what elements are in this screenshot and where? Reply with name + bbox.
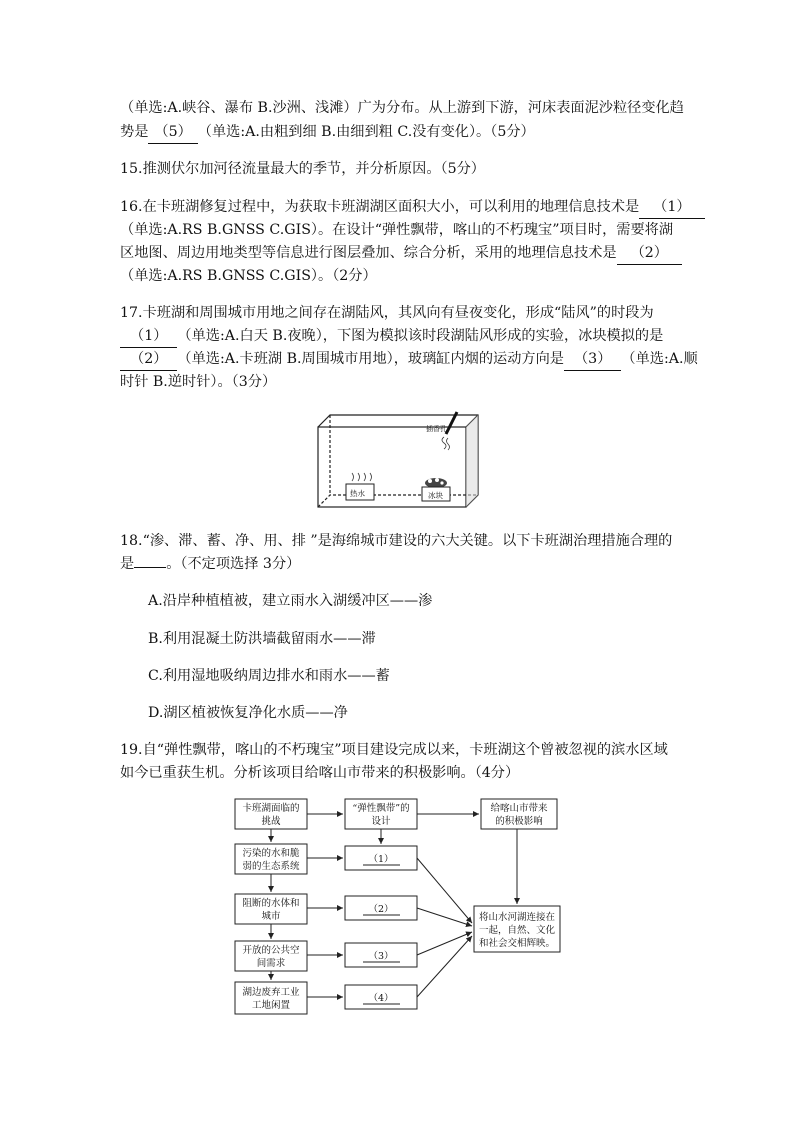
- ice-label: 冰块: [428, 491, 443, 500]
- design-label-1: “弹性飘带”的: [352, 803, 410, 814]
- result-label-2: 一起，自然、文化: [478, 925, 556, 936]
- option-a[interactable]: A.沿岸种植植被，建立雨水入湖缓冲区——渗: [148, 593, 433, 609]
- lake-land-breeze-experiment-figure: [300, 405, 500, 517]
- design-blank-2[interactable]: （2）: [368, 904, 394, 915]
- result-label-1: 将山水河湖连接在: [478, 912, 556, 923]
- option-b[interactable]: B.利用混凝土防洪墙截留雨水——滞: [148, 631, 376, 647]
- q19-line-1: 19.自“弹性飘带，喀山的不朽瑰宝”项目建设完成以来，卡班湖这个曾被忽视的滨水区域: [120, 742, 668, 758]
- question-15: 15.推测伏尔加河径流量最大的季节，并分析原因。（5分）: [120, 161, 485, 177]
- impact-label-2: 的积极影响: [495, 816, 543, 827]
- answer-blank-1[interactable]: （1）: [639, 196, 704, 219]
- q17-line-1: 17.卡班湖和周围城市用地之间存在湖陆风，其风向有昼夜变化，形成“陆风”的时段为: [120, 305, 654, 321]
- q17-line-4: 时针 B.逆时针）。（3分）: [120, 374, 277, 390]
- answer-blank-2[interactable]: （2）: [120, 348, 177, 371]
- result-label-3: 和社会交相辉映。: [478, 938, 556, 949]
- q19-line-2: 如今已重获生机。分析该项目给喀山市带来的积极影响。（4分）: [120, 765, 520, 781]
- q18-line-2: 是 。（不定项选择 3分）: [120, 556, 301, 572]
- challenge-label-2: 挑战: [261, 816, 281, 827]
- q14-line-1: （单选:A.峡谷、瀑布 B.沙洲、浅滩）广为分布。从上游到下游，河床表面泥沙粒径变化趋: [120, 100, 684, 116]
- q17-line-3: （2） （单选:A.卡班湖 B.周围城市用地），玻璃缸内烟的运动方向是 （3） （单选:A.顺: [120, 348, 698, 371]
- q14-line-2: 势是 （5） （单选:A.由粗到细 B.由细到粗 C.没有变化）。（5分）: [120, 121, 535, 144]
- item-4-label-1: 湖边废弃工业: [242, 987, 300, 998]
- item-3-label-2: 间需求: [256, 958, 286, 969]
- option-c[interactable]: C.利用湿地吸纳周边排水和雨水——蓄: [148, 668, 390, 684]
- design-blank-4[interactable]: （4）: [368, 993, 394, 1004]
- design-label-2: 设计: [371, 816, 391, 827]
- challenge-label-1: 卡班湖面临的: [242, 803, 300, 814]
- impact-label-1: 给喀山市带来: [490, 803, 548, 814]
- item-4-label-2: 工地闲置: [251, 1000, 291, 1011]
- q16-line-3: 区地图、周边用地类型等信息进行图层叠加、综合分析，采用的地理信息技术是 （2）: [120, 242, 682, 265]
- design-blank-3[interactable]: （3）: [368, 951, 394, 962]
- project-impact-flowchart: [228, 795, 578, 1023]
- item-1-label-2: 弱的生态系统: [242, 861, 300, 872]
- q17-line-2: （1） （单选:A.白天 B.夜晚），下图为模拟该时段湖陆风形成的实验，冰块模拟的是: [120, 325, 663, 348]
- answer-blank-2[interactable]: （2）: [617, 242, 682, 265]
- q16-line-2: （单选:A.RS B.GNSS C.GIS）。在设计“弹性飘带，喀山的不朽瑰宝”项目时，需要将湖: [120, 222, 674, 238]
- design-blank-1[interactable]: （1）: [368, 854, 394, 865]
- q16-line-1: 16.在卡班湖修复过程中，为获取卡班湖湖区面积大小，可以利用的地理信息技术是 （1）: [120, 196, 705, 219]
- incense-hole-label: 插香孔: [426, 425, 447, 433]
- tank-right-face: [466, 415, 478, 507]
- item-1-label-1: 污染的水和脆: [242, 848, 300, 859]
- item-2-label-2: 城市: [261, 911, 281, 922]
- answer-blank[interactable]: [134, 567, 166, 568]
- answer-blank-3[interactable]: （3）: [564, 348, 621, 371]
- glass-tank: [318, 415, 478, 507]
- item-3-label-1: 开放的公共空: [242, 945, 300, 956]
- answer-blank-5[interactable]: （5）: [148, 121, 197, 144]
- answer-blank-1[interactable]: （1）: [120, 325, 177, 348]
- option-d[interactable]: D.湖区植被恢复净化水质——净: [148, 705, 348, 721]
- item-2-label-1: 阻断的水体和: [242, 898, 300, 909]
- q16-line-4: （单选:A.RS B.GNSS C.GIS）。（2分）: [120, 268, 377, 284]
- hot-water-label: 热水: [350, 489, 365, 498]
- q18-line-1: 18.“渗、滞、蓄、净、用、排 ”是海绵城市建设的六大关键。以下卡班湖治理措施合理的: [120, 533, 673, 549]
